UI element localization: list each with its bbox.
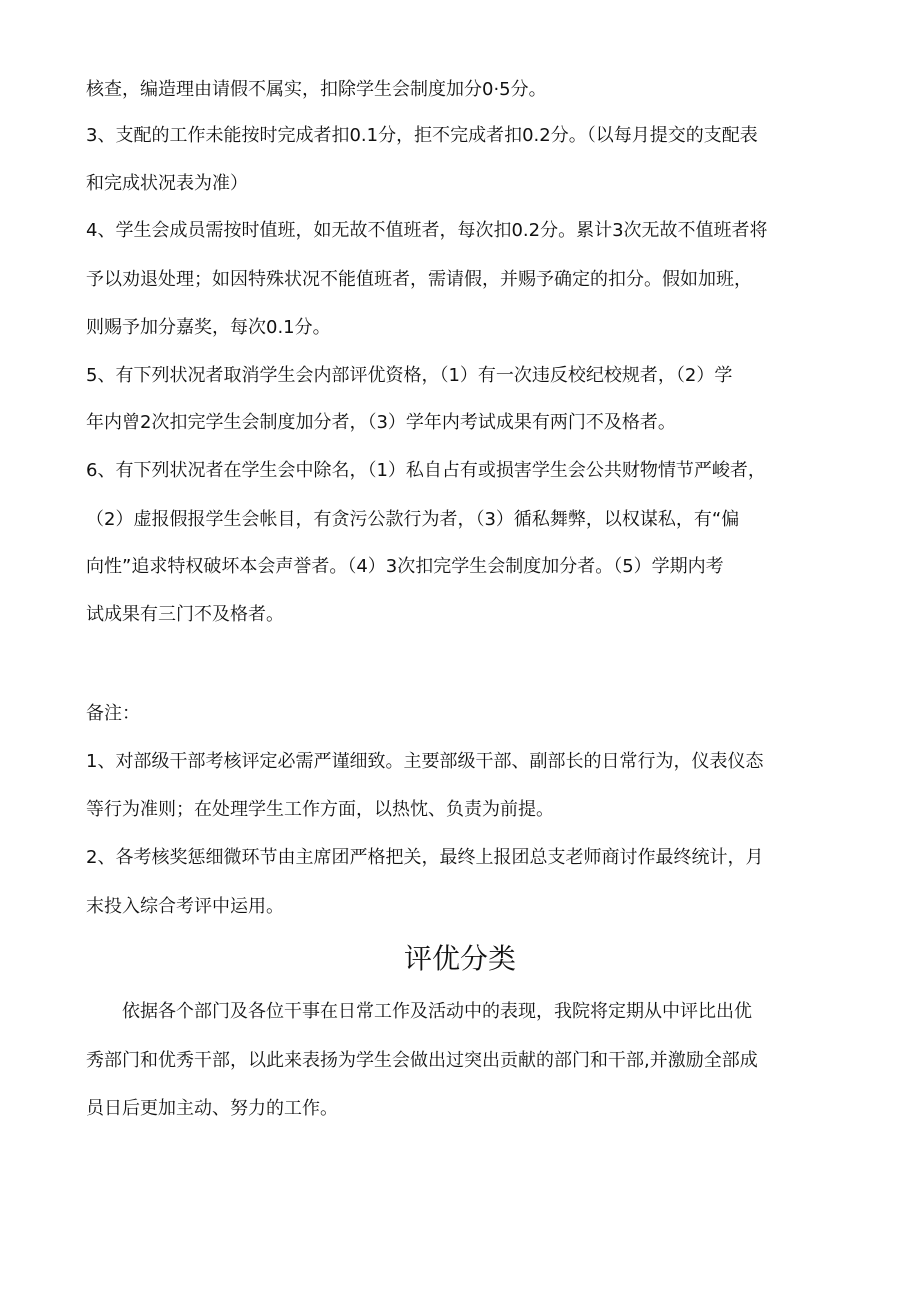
- rule-line-3: 和完成状况表为准）: [86, 173, 248, 194]
- rule-line-12: 试成果有三门不及格者。: [86, 604, 284, 625]
- section-line-2: 秀部门和优秀干部，以此来表扬为学生会做出过突出贡献的部门和干部,并激励全部成: [86, 1050, 758, 1071]
- rule-line-9: 6、有下列状况者在学生会中除名，（1）私自占有或损害学生会公共财物情节严峻者，: [86, 460, 766, 481]
- rule-line-2: 3、支配的工作未能按时完成者扣0.1分，拒不完成者扣0.2分。（以每月提交的支配表: [86, 125, 758, 146]
- note-line-2: 等行为准则；在处理学生工作方面，以热忱、负责为前提。: [86, 799, 554, 820]
- rule-line-10: （2）虚报假报学生会帐目，有贪污公款行为者，（3）循私舞弊，以权谋私，有“偏: [86, 509, 740, 530]
- notes-heading: 备注：: [86, 703, 140, 724]
- note-line-1: 1、对部级干部考核评定必需严谨细致。主要部级干部、副部长的日常行为，仪表仪态: [86, 751, 764, 772]
- note-line-3: 2、各考核奖惩细微环节由主席团严格把关，最终上报团总支老师商讨作最终统计，月: [86, 847, 764, 868]
- rule-line-1: 核查，编造理由请假不属实，扣除学生会制度加分0·5分。: [86, 79, 547, 100]
- rule-line-6: 则赐予加分嘉奖，每次0.1分。: [86, 317, 331, 338]
- rule-line-5: 予以劝退处理；如因特殊状况不能值班者，需请假，并赐予确定的扣分。假如加班，: [86, 269, 752, 290]
- rule-line-7: 5、有下列状况者取消学生会内部评优资格，（1）有一次违反校纪校规者，（2）学: [86, 365, 733, 386]
- section-line-1: 依据各个部门及各位干事在日常工作及活动中的表现，我院将定期从中评比出优: [122, 1001, 752, 1022]
- rule-line-11: 向性”追求特权破坏本会声誉者。（4）3次扣完学生会制度加分者。（5）学期内考: [86, 556, 724, 577]
- section-title: 评优分类: [403, 942, 516, 975]
- note-line-4: 末投入综合考评中运用。: [86, 896, 284, 917]
- rule-line-4: 4、学生会成员需按时值班，如无故不值班者，每次扣0.2分。累计3次无故不值班者将: [86, 220, 768, 241]
- rule-line-8: 年内曾2次扣完学生会制度加分者，（3）学年内考试成果有两门不及格者。: [86, 412, 676, 433]
- section-line-3: 员日后更加主动、努力的工作。: [86, 1098, 338, 1119]
